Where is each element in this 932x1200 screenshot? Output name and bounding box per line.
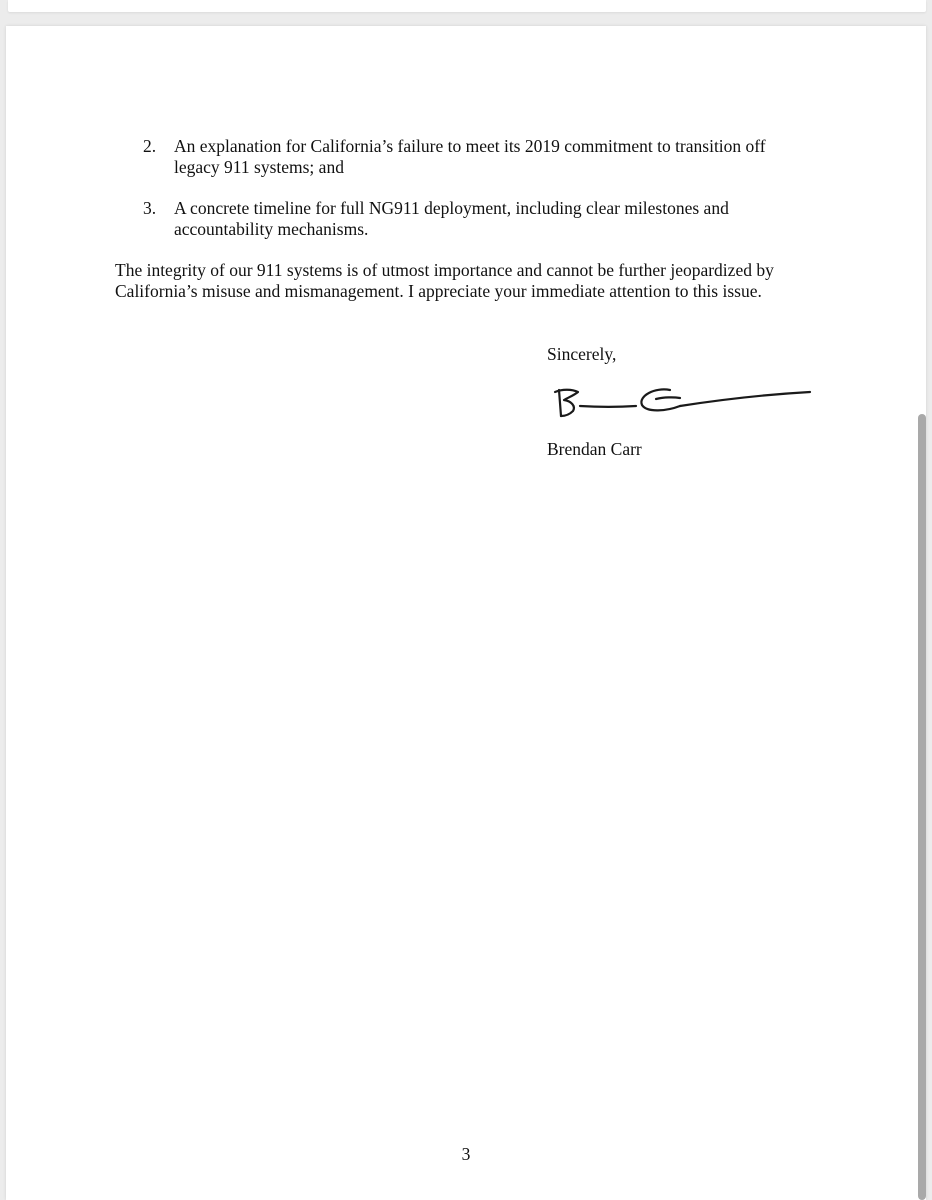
list-item-line: legacy 911 systems; and <box>174 157 344 177</box>
list-item-line: A concrete timeline for full NG911 deployment, including clear milestones and <box>174 198 729 218</box>
previous-page-edge <box>8 0 926 12</box>
document-page <box>6 26 926 1200</box>
list-item-line: accountability mechanisms. <box>174 219 369 239</box>
page-number: 3 <box>461 1144 471 1164</box>
list-item-number: 2. <box>143 136 157 156</box>
closing-paragraph <box>115 260 815 302</box>
list-item-number: 3. <box>143 198 157 218</box>
signer-name: Brendan Carr <box>547 439 642 459</box>
closing-salutation: Sincerely, <box>547 344 617 364</box>
vertical-scrollbar-thumb[interactable] <box>918 414 926 1200</box>
list-item-line: An explanation for California’s failure to meet its 2019 commitment to transition off <box>174 136 766 156</box>
list-item-text <box>174 136 814 178</box>
list-item-text <box>174 198 814 240</box>
paragraph-line: California’s misuse and mismanagement. I appreciate your immediate attention to this issue. <box>115 281 762 301</box>
signature-image <box>552 380 814 420</box>
paragraph-line: The integrity of our 911 systems is of utmost importance and cannot be further jeopardized by <box>115 260 774 280</box>
